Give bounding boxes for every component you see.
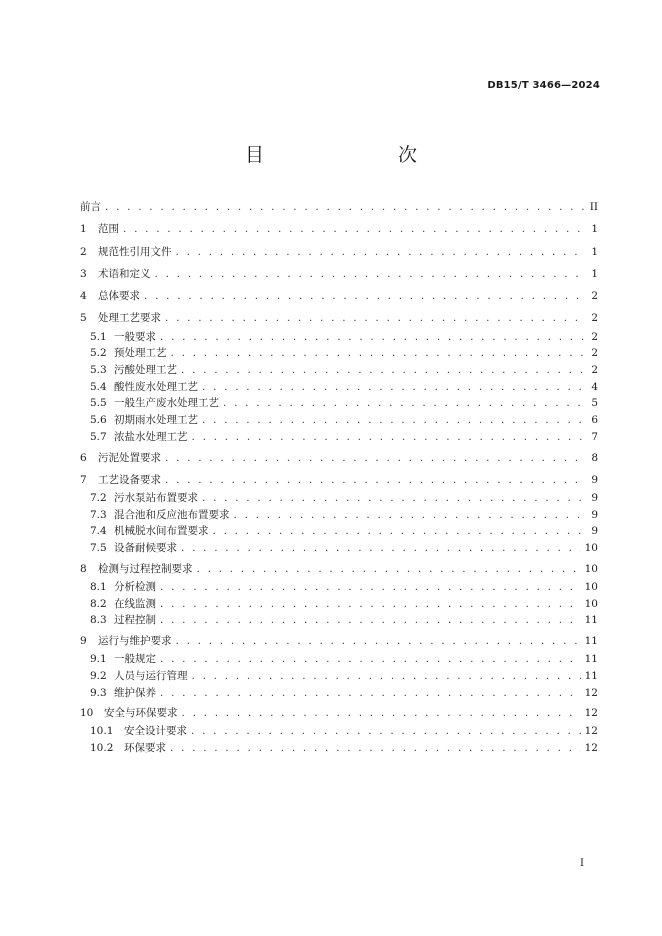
- toc-entry-title: 浓盐水处理工艺: [114, 431, 188, 443]
- toc-dot-leader: [123, 222, 584, 236]
- toc-dot-leader: [213, 524, 585, 538]
- toc-entry[interactable]: [90, 613, 598, 627]
- page-number: I: [580, 858, 584, 869]
- toc-entry-number: 8: [80, 563, 87, 575]
- toc-entry-title: 总体要求: [98, 290, 140, 302]
- toc-dot-leader: [160, 580, 581, 594]
- toc-entry-title: 检测与过程控制要求: [98, 563, 193, 575]
- toc-dot-leader: [144, 289, 584, 303]
- toc-entry-page: 7: [591, 431, 598, 443]
- toc-entry[interactable]: [90, 686, 598, 700]
- toc-entry-page: 12: [584, 742, 598, 754]
- toc-entry-number: 8.1: [90, 581, 107, 593]
- toc-entry-number: 10.2: [90, 742, 114, 754]
- toc-entry-title: 规范性引用文件: [98, 246, 172, 258]
- toc-entry-number: 9.2: [90, 670, 107, 682]
- toc-entry-number: 9.3: [90, 687, 107, 699]
- toc-entry-title: 维护保养: [114, 687, 156, 699]
- toc-entry-page: 9: [591, 492, 598, 504]
- toc-entry-title: 过程控制: [114, 614, 156, 626]
- toc-entry-page: 9: [591, 525, 598, 537]
- toc-entry-number: 10: [80, 707, 94, 719]
- toc-dot-leader: [160, 652, 581, 666]
- toc-entry-title: 预处理工艺: [114, 347, 167, 359]
- toc-entry-page: 10: [584, 542, 598, 554]
- toc-entry[interactable]: [80, 200, 598, 214]
- toc-entry[interactable]: [90, 724, 598, 738]
- toc-entry-title: 范围: [98, 223, 119, 235]
- toc-entry-page: 11: [584, 670, 598, 682]
- toc-entry-page: 12: [584, 707, 598, 719]
- toc-entry-page: 1: [591, 223, 598, 235]
- toc-entry-number: 7.4: [90, 525, 107, 537]
- toc-entry[interactable]: [90, 508, 598, 522]
- document-code: DB15/T 3466—2024: [487, 80, 600, 91]
- toc-entry-title: 污酸处理工艺: [114, 364, 177, 376]
- toc-entry-title: 酸性废水处理工艺: [114, 381, 198, 393]
- toc-entry-page: 12: [584, 687, 598, 699]
- toc-entry-title: 一般规定: [114, 653, 156, 665]
- toc-entry[interactable]: [80, 706, 598, 720]
- toc-entry-title: 一般生产废水处理工艺: [114, 397, 219, 409]
- toc-entry-title: 运行与维护要求: [98, 635, 172, 647]
- toc-entry-page: 5: [591, 397, 598, 409]
- toc-dot-leader: [181, 363, 584, 377]
- toc-entry-page: 2: [591, 364, 598, 376]
- toc-entry-title: 一般要求: [114, 331, 156, 343]
- toc-entry-number: 5.7: [90, 431, 107, 443]
- toc-entry-page: 10: [584, 581, 598, 593]
- toc-entry-page: 11: [584, 653, 598, 665]
- toc-dot-leader: [197, 562, 581, 576]
- toc-entry[interactable]: [80, 222, 598, 236]
- toc-dot-leader: [202, 413, 584, 427]
- toc-dot-leader: [181, 541, 581, 555]
- toc-entry-number: 9: [80, 635, 87, 647]
- toc-entry-title: 污泥处置要求: [98, 452, 161, 464]
- toc-entry[interactable]: [80, 245, 598, 259]
- toc-entry-title: 人员与运行管理: [114, 670, 188, 682]
- toc-entry-number: 8.2: [90, 598, 107, 610]
- toc-dot-leader: [202, 491, 584, 505]
- toc-entry[interactable]: [80, 634, 598, 648]
- toc-entry-number: 5.4: [90, 381, 107, 393]
- toc-entry[interactable]: [90, 430, 598, 444]
- toc-dot-leader: [192, 430, 585, 444]
- toc-entry-number: 8.3: [90, 614, 107, 626]
- toc-entry[interactable]: [80, 311, 598, 325]
- toc-entry-number: 6: [80, 452, 87, 464]
- toc-entry-number: 7.2: [90, 492, 107, 504]
- toc-entry[interactable]: [80, 451, 598, 465]
- toc-entry[interactable]: [90, 396, 598, 410]
- toc-dot-leader: [160, 686, 581, 700]
- toc-entry[interactable]: [90, 741, 598, 755]
- toc-entry-title: 混合池和反应池布置要求: [114, 509, 230, 521]
- toc-entry-page: II: [589, 201, 598, 213]
- toc-entry-number: 5: [80, 312, 87, 324]
- toc-dot-leader: [155, 267, 585, 281]
- toc-entry-number: 1: [80, 223, 87, 235]
- toc-entry-title: 处理工艺要求: [98, 312, 161, 324]
- toc-entry-title: 前言: [80, 201, 101, 213]
- toc-entry-title: 安全设计要求: [124, 725, 187, 737]
- toc-entry-title: 工艺设备要求: [98, 474, 161, 486]
- toc-entry-title: 初期雨水处理工艺: [114, 414, 198, 426]
- toc-entry-page: 10: [584, 598, 598, 610]
- toc-dot-leader: [192, 669, 581, 683]
- toc-entry[interactable]: [80, 473, 598, 487]
- toc-entry[interactable]: [80, 289, 598, 303]
- toc-entry[interactable]: [80, 267, 598, 281]
- toc-entry-page: 9: [591, 509, 598, 521]
- toc-entry[interactable]: [90, 580, 598, 594]
- toc-dot-leader: [191, 724, 581, 738]
- toc-entry-number: 5.1: [90, 331, 107, 343]
- toc-entry[interactable]: [80, 562, 598, 576]
- toc-entry-page: 10: [584, 563, 598, 575]
- toc-entry[interactable]: [90, 330, 598, 344]
- toc-entry-page: 6: [591, 414, 598, 426]
- toc-dot-leader: [160, 613, 581, 627]
- toc-entry-title: 安全与环保要求: [104, 707, 178, 719]
- toc-dot-leader: [176, 245, 585, 259]
- toc-dot-leader: [176, 634, 581, 648]
- toc-entry-title: 分析检测: [114, 581, 156, 593]
- toc-dot-leader: [165, 473, 584, 487]
- toc-dot-leader: [202, 380, 584, 394]
- toc-entry-page: 4: [591, 381, 598, 393]
- toc-entry-number: 7.5: [90, 542, 107, 554]
- toc-dot-leader: [105, 200, 584, 214]
- toc-entry-page: 8: [591, 452, 598, 464]
- toc-dot-leader: [160, 597, 581, 611]
- toc-entry-number: 7: [80, 474, 87, 486]
- toc-entry-title: 机械脱水间布置要求: [114, 525, 209, 537]
- toc-entry-number: 5.3: [90, 364, 107, 376]
- toc-dot-leader: [182, 706, 581, 720]
- toc-entry-page: 2: [591, 331, 598, 343]
- toc-entry-number: 4: [80, 290, 87, 302]
- toc-dot-leader: [170, 741, 581, 755]
- toc-entry[interactable]: [90, 380, 598, 394]
- toc-dot-leader: [234, 508, 585, 522]
- toc-entry-page: 2: [591, 312, 598, 324]
- toc-entry-title: 环保要求: [124, 742, 166, 754]
- toc-entry-page: 1: [591, 268, 598, 280]
- toc-dot-leader: [165, 451, 584, 465]
- toc-entry-page: 11: [584, 635, 598, 647]
- toc-entry-number: 10.1: [90, 725, 114, 737]
- toc-entry-number: 5.2: [90, 347, 107, 359]
- toc-entry-title: 术语和定义: [98, 268, 151, 280]
- toc-dot-leader: [160, 330, 584, 344]
- toc-entry-title: 污水泵站布置要求: [114, 492, 198, 504]
- toc-dot-leader: [171, 346, 585, 360]
- toc-entry[interactable]: [90, 346, 598, 360]
- toc-entry-number: 5.5: [90, 397, 107, 409]
- toc-dot-leader: [223, 396, 584, 410]
- toc-entry-number: 9.1: [90, 653, 107, 665]
- toc-entry[interactable]: [90, 524, 598, 538]
- toc-entry-page: 11: [584, 614, 598, 626]
- toc-entry-title: 在线监测: [114, 598, 156, 610]
- toc-entry[interactable]: [90, 597, 598, 611]
- toc-entry-title: 设备耐候要求: [114, 542, 177, 554]
- page-title: 目 次: [244, 144, 449, 166]
- toc-entry-number: 5.6: [90, 414, 107, 426]
- toc-entry[interactable]: [90, 541, 598, 555]
- toc-entry-number: 3: [80, 268, 87, 280]
- toc-entry-page: 12: [584, 725, 598, 737]
- toc-entry-page: 2: [591, 347, 598, 359]
- toc-entry-number: 2: [80, 246, 87, 258]
- toc-entry[interactable]: [90, 652, 598, 666]
- toc-entry-number: 7.3: [90, 509, 107, 521]
- toc-entry[interactable]: [90, 491, 598, 505]
- toc-dot-leader: [165, 311, 584, 325]
- toc-entry-page: 9: [591, 474, 598, 486]
- toc-entry-page: 2: [591, 290, 598, 302]
- toc-entry-page: 1: [591, 246, 598, 258]
- toc-entry[interactable]: [90, 669, 598, 683]
- toc-entry[interactable]: [90, 413, 598, 427]
- toc-entry[interactable]: [90, 363, 598, 377]
